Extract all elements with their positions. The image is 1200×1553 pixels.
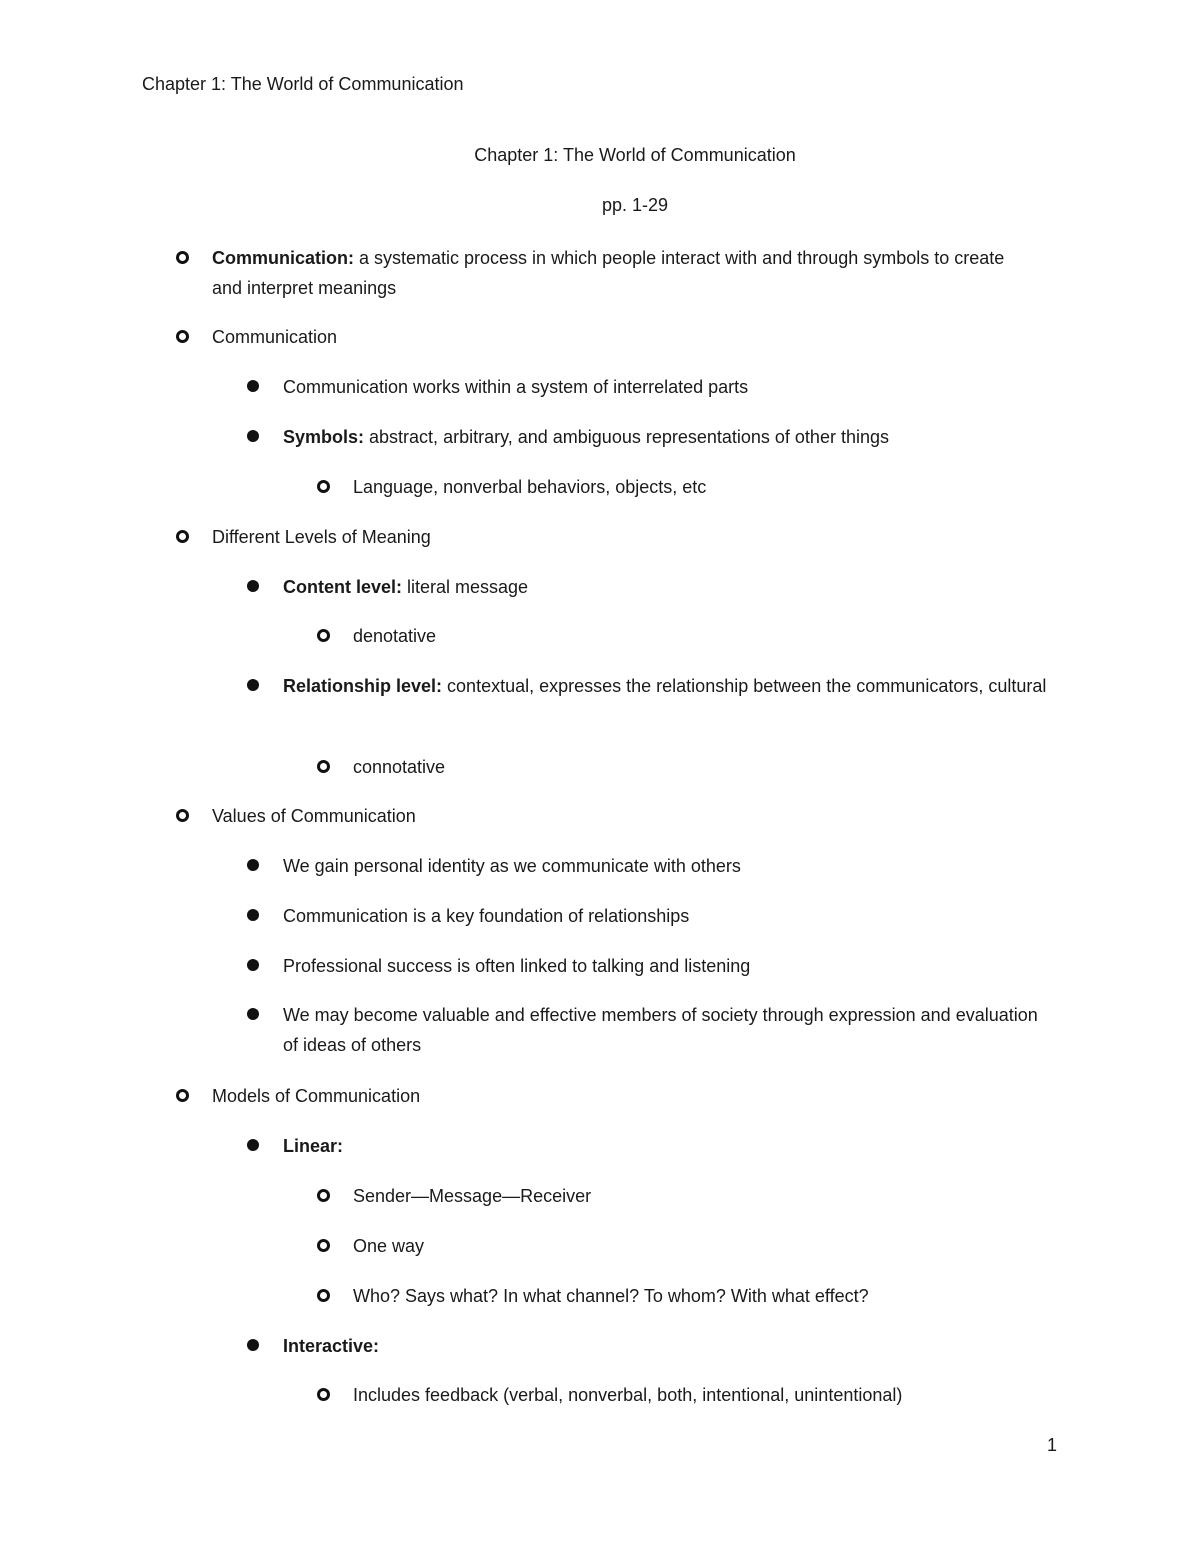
list-item bbox=[283, 422, 1053, 452]
term-label: Interactive: bbox=[283, 1336, 380, 1356]
hollow-bullet-icon bbox=[317, 1388, 330, 1401]
list-item bbox=[353, 621, 1053, 651]
solid-bullet-icon bbox=[247, 380, 259, 392]
term-label: Linear: bbox=[283, 1136, 344, 1156]
list-item bbox=[353, 1181, 1053, 1211]
item-text: Professional success is often linked to talking and listening bbox=[283, 956, 751, 976]
list-item bbox=[283, 851, 1053, 881]
term-label: Content level: bbox=[283, 577, 403, 597]
item-text: Sender—Message—Receiver bbox=[353, 1186, 592, 1206]
list-item bbox=[283, 372, 1053, 402]
page-number: 1 bbox=[1047, 1435, 1058, 1455]
list-item bbox=[283, 671, 1053, 701]
list-item bbox=[212, 1081, 1032, 1111]
item-text: We may become valuable and effective members of society through expression and evaluation of ideas of others bbox=[283, 1005, 1038, 1055]
item-text: Values of Communication bbox=[212, 806, 416, 826]
term-label: Relationship level: bbox=[283, 676, 443, 696]
list-item bbox=[283, 1000, 1053, 1060]
item-text: abstract, arbitrary, and ambiguous representations of other things bbox=[364, 427, 889, 447]
solid-bullet-icon bbox=[247, 679, 259, 691]
item-text: Who? Says what? In what channel? To whom? With what effect? bbox=[353, 1286, 869, 1306]
solid-bullet-icon bbox=[247, 1008, 259, 1020]
hollow-bullet-icon bbox=[317, 629, 330, 642]
page-range: pp. 1-29 bbox=[601, 195, 669, 215]
hollow-bullet-icon bbox=[176, 530, 189, 543]
solid-bullet-icon bbox=[247, 959, 259, 971]
list-item bbox=[212, 522, 1032, 552]
list-item bbox=[353, 1380, 1053, 1410]
hollow-bullet-icon bbox=[176, 330, 189, 343]
solid-bullet-icon bbox=[247, 1139, 259, 1151]
list-item bbox=[283, 1131, 1053, 1161]
hollow-bullet-icon bbox=[317, 1239, 330, 1252]
item-text: Different Levels of Meaning bbox=[212, 527, 431, 547]
item-text: connotative bbox=[353, 757, 446, 777]
list-item bbox=[212, 322, 1032, 352]
solid-bullet-icon bbox=[247, 859, 259, 871]
item-text: Communication is a key foundation of relationships bbox=[283, 906, 690, 926]
solid-bullet-icon bbox=[247, 1339, 259, 1351]
solid-bullet-icon bbox=[247, 580, 259, 592]
item-text: We gain personal identity as we communicate with others bbox=[283, 856, 741, 876]
hollow-bullet-icon bbox=[176, 1089, 189, 1102]
list-item bbox=[283, 951, 1053, 981]
item-text: contextual, expresses the relationship between the communicators, cultural bbox=[442, 676, 1047, 696]
list-item bbox=[283, 572, 1053, 602]
item-text: Includes feedback (verbal, nonverbal, both, intentional, unintentional) bbox=[353, 1385, 903, 1405]
solid-bullet-icon bbox=[247, 430, 259, 442]
hollow-bullet-icon bbox=[317, 480, 330, 493]
list-item bbox=[283, 1331, 1053, 1361]
item-text: One way bbox=[353, 1236, 425, 1256]
hollow-bullet-icon bbox=[176, 251, 189, 264]
running-header: Chapter 1: The World of Communication bbox=[142, 74, 464, 94]
solid-bullet-icon bbox=[247, 909, 259, 921]
item-text: a systematic process in which people interact with and through symbols to create and interpret meanings bbox=[212, 248, 1005, 298]
list-item bbox=[353, 752, 1053, 782]
list-item bbox=[353, 472, 1053, 502]
item-text: Models of Communication bbox=[212, 1086, 421, 1106]
item-text: literal message bbox=[402, 577, 529, 597]
list-item bbox=[353, 1231, 1053, 1261]
document-title: Chapter 1: The World of Communication bbox=[474, 145, 796, 165]
item-text: denotative bbox=[353, 626, 437, 646]
hollow-bullet-icon bbox=[317, 760, 330, 773]
term-label: Symbols: bbox=[283, 427, 365, 447]
list-item bbox=[353, 1281, 1053, 1311]
item-text: Language, nonverbal behaviors, objects, etc bbox=[353, 477, 707, 497]
hollow-bullet-icon bbox=[317, 1189, 330, 1202]
term-label: Communication: bbox=[212, 248, 354, 268]
hollow-bullet-icon bbox=[176, 809, 189, 822]
item-text: Communication works within a system of interrelated parts bbox=[283, 377, 749, 397]
list-item bbox=[283, 901, 1053, 931]
list-item bbox=[212, 801, 1032, 831]
item-text: Communication bbox=[212, 327, 338, 347]
list-item bbox=[212, 243, 1032, 303]
hollow-bullet-icon bbox=[317, 1289, 330, 1302]
